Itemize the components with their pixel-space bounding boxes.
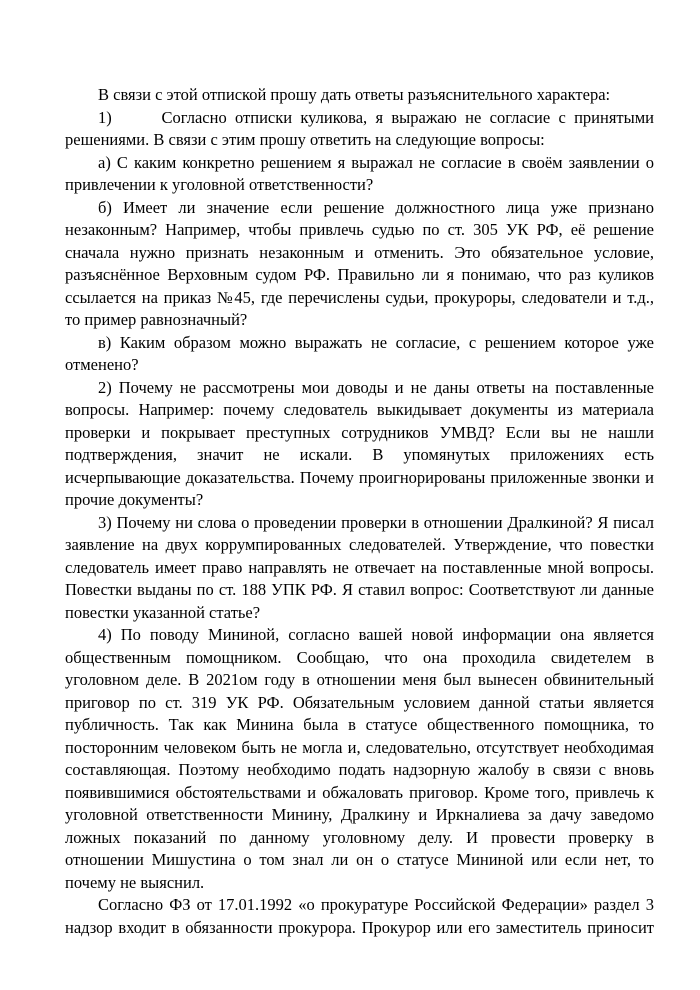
paragraph-point-1: 1) Согласно отписки куликова, я выражаю не согласие с принятыми решениями. В связи с этим прошу ответить на следующие вопросы: <box>65 107 654 149</box>
document-body-text <box>65 84 654 939</box>
paragraph-point-4: 4) По поводу Мининой, согласно вашей новой информации она является общественным помощником. Сообщаю, что она проходила свидетелем в уголовном деле. В 2021ом году в отношении меня был вынесен обвинительный приговор по ст. 319 УК РФ. Обязательным условием данной статьи является публичность. Так как Минина была в статусе общественного помощника, то посторонним человеком быть не могла и, следовательно, отсутствует необходимая составляющая. Поэтому необходимо подать надзорную жалобу в связи с вновь появившимися обстоятельствами и обжаловать приговор. Кроме того, привлечь к уголовной ответственности Минину, Дралкину и Иркналиева за дачу заведомо ложных показаний по данному уголовному делу. И провести проверку в отношении Мишустина о том знал ли он о статусе Мининой или если нет, то почему не выяснил. <box>65 625 654 892</box>
paragraph-point-2: 2) Почему не рассмотрены мои доводы и не даны ответы на поставленные вопросы. Например: почему следователь выкидывает документы из материала проверки и покрывает преступных сотрудников УМВД? Если вы не нашли подтверждения, значит не искали. В упомянутых приложениях есть исчерпывающие доказательства. Почему проигнорированы приложенные звонки и прочие документы? <box>65 377 654 509</box>
paragraph-preamble: В связи с этой отпиской прошу дать ответы разъяснительного характера: <box>98 85 611 104</box>
paragraph-point-3: 3) Почему ни слова о проведении проверки в отношении Дралкиной? Я писал заявление на двух коррумпированных следователей. Утверждение, что повестки следователь имеет право направлять не отвечает на поставленные мной вопросы. Повестки выданы по ст. 188 УПК РФ. Я ставил вопрос: Соответствуют ли данные повестки указанной статье? <box>65 512 654 622</box>
paragraph-point-1v: в) Каким образом можно выражать не согласие, с решением которое уже отменено? <box>65 332 654 374</box>
paragraph-point-1b: б) Имеет ли значение если решение должностного лица уже признано незаконным? Например, чтобы привлечь судью по ст. 305 УК РФ, её решение сначала нужно признать незаконным и отменить. Это обязательное условие, разъяснённое Верховным судом РФ. Правильно ли я понимаю, что раз куликов ссылается на приказ №45, где перечислены судьи, прокуроры, следователи и т.д., то пример равнозначный? <box>65 197 654 329</box>
paragraph-law-reference: Согласно ФЗ от 17.01.1992 «о прокуратуре Российской Федерации» раздел 3 надзор входит в обязанности прокурора. Прокурор или его заместитель приносит <box>65 895 654 937</box>
paragraph-point-1a: а) С каким конкретно решением я выражал не согласие в своём заявлении о привлечении к уголовной ответственности? <box>65 152 654 194</box>
